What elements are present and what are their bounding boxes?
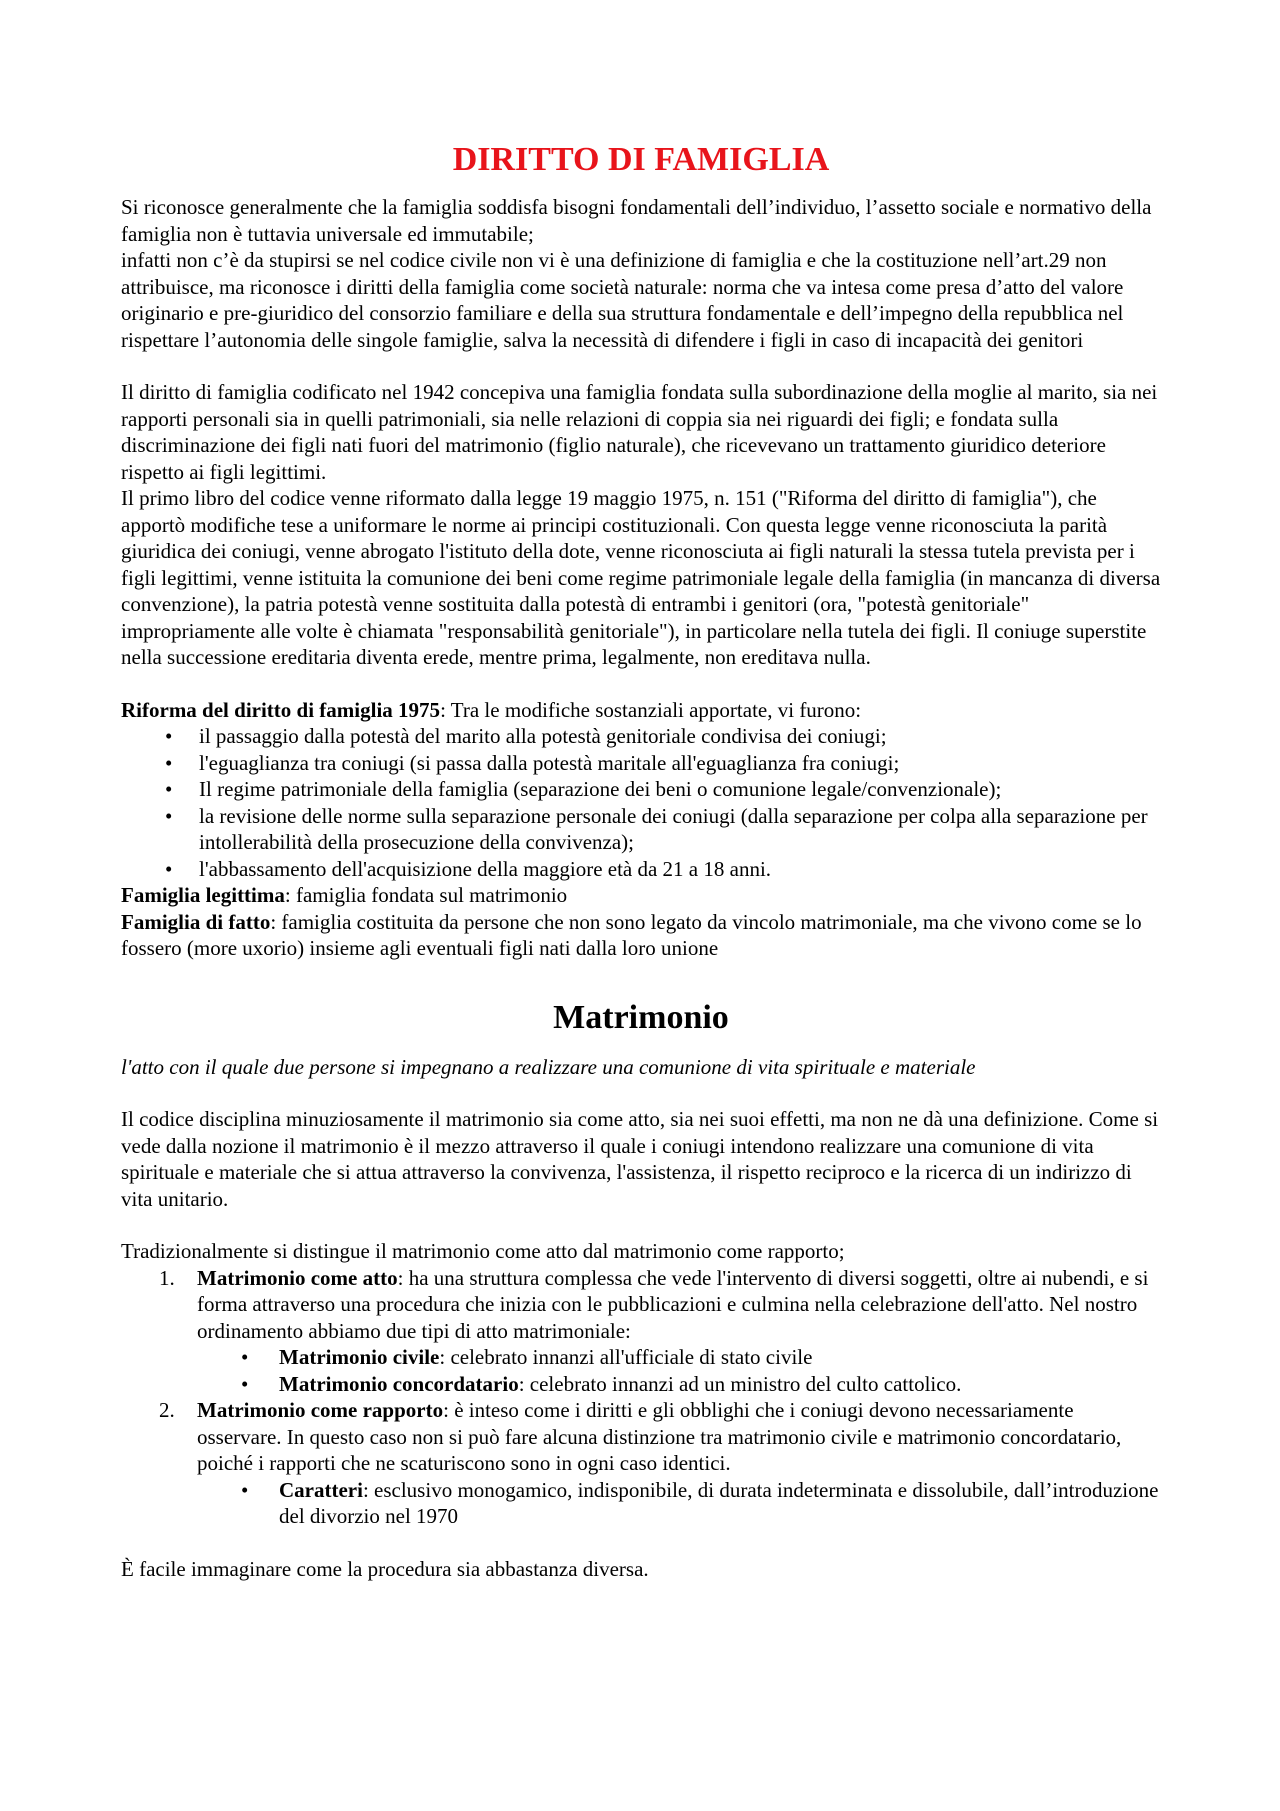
matrimonio-definition: l'atto con il quale due persone si impegnano a realizzare una comunione di vita spirituale e materiale — [121, 1054, 976, 1079]
list-item — [159, 1397, 1161, 1530]
definition-famiglia-di-fatto — [121, 909, 1161, 962]
sub-item-text: : celebrato innanzi all'ufficiale di stato civile — [439, 1345, 813, 1369]
list-item-label: Matrimonio come rapporto — [197, 1398, 444, 1422]
intro-paragraph-1: Si riconosce generalmente che la famiglia soddisfa bisogni fondamentali dell’individuo, l’assetto sociale e normativo della famiglia non è tuttavia universale ed immutabile; — [121, 195, 1152, 246]
matrimonio-paragraph-1: Il codice disciplina minuziosamente il matrimonio sia come atto, sia nei suoi effetti, ma non ne dà una definizione. Come si vede dalla nozione il matrimonio è il mezzo attraverso il quale i coniugi intendono realizzare una comunione di vita spirituale e materiale che si attua attraverso la convivenza, l'assistenza, il rispetto reciproco e la ricerca di un indirizzo di vita unitario. — [121, 1107, 1159, 1211]
reform-list — [121, 723, 1161, 882]
list-item: • l'abbassamento dell'acquisizione della maggiore età da 21 a 18 anni. — [165, 856, 1161, 883]
sub-list-item — [241, 1344, 1161, 1371]
sub-list-item — [241, 1477, 1161, 1530]
list-item: • la revisione delle norme sulla separazione personale dei coniugi (dalla separazione per colpa alla separazione per intollerabilità della prosecuzione della convivenza); — [165, 803, 1161, 856]
sub-item-text: : esclusivo monogamico, indisponibile, di durata indeterminata e dissolubile, dall’introduzione del divorzio nel 1970 — [279, 1477, 1159, 1528]
definition-text: : famiglia fondata sul matrimonio — [284, 883, 568, 907]
sub-list — [197, 1477, 1161, 1530]
list-item — [159, 1265, 1161, 1398]
sub-list — [197, 1344, 1161, 1397]
list-number: 2. — [159, 1398, 175, 1422]
sub-item-label: Matrimonio concordatario — [279, 1371, 519, 1396]
page-title: DIRITTO DI FAMIGLIA — [452, 141, 830, 178]
definition-label: Famiglia di fatto — [121, 909, 271, 934]
history-paragraph-2: Il primo libro del codice venne riformato dalla legge 19 maggio 1975, n. 151 ("Riforma del diritto di famiglia"), che apportò modifiche tese a uniformare le norme ai principi costituzionali. Con questa legge venne riconosciuta la parità giuridica dei coniugi, venne abrogato l'istituto della dote, venne riconosciuta ai figli naturali la stessa tutela prevista per i figli legittimi, venne istituita la comunione dei beni come regime patrimoniale legale della famiglia (in mancanza di diversa convenzione), la patria potestà venne sostituita dalla potestà di entrambi i genitori (ora, "potestà genitoriale" impropriamente alle volte è chiamata "responsabilità genitoriale"), in particolare nella tutela dei figli. Il coniuge superstite nella successione ereditaria diventa erede, mentre prima, legalmente, non ereditava nulla. — [121, 486, 1161, 669]
section-heading-matrimonio: Matrimonio — [553, 998, 729, 1036]
definition-label: Famiglia legittima — [121, 883, 285, 907]
reform-intro — [121, 697, 1161, 724]
sub-item-text: : celebrato innanzi ad un ministro del culto cattolico. — [518, 1371, 962, 1396]
reform-label: Riforma del diritto di famiglia 1975 — [121, 697, 441, 722]
closing-paragraph: È facile immaginare come la procedura sia abbastanza diversa. — [121, 1556, 649, 1581]
document-page — [121, 140, 1161, 1582]
list-item-text: : ha una struttura complessa che vede l'intervento di diversi soggetti, oltre ai nubendi, e si forma attraverso una procedura che inizia con le pubblicazioni e culmina nella celebrazione dell'atto. Nel nostro ordinamento abbiamo due tipi di atto matrimoniale: — [197, 1265, 1149, 1343]
list-item-text: : è inteso come i diritti e gli obblighi che i coniugi devono necessariamente osservare. In questo caso non si può fare alcuna distinzione tra matrimonio civile e matrimonio concordatario, poiché i rapporti che ne scaturiscono sono in ogni caso identici. — [197, 1398, 1122, 1475]
matrimonio-list — [121, 1265, 1161, 1530]
list-item: • il passaggio dalla potestà del marito alla potestà genitoriale condivisa dei coniugi; — [165, 723, 1161, 750]
history-paragraph-1: Il diritto di famiglia codificato nel 1942 concepiva una famiglia fondata sulla subordinazione della moglie al marito, sia nei rapporti personali sia in quelli patrimoniali, sia nelle relazioni di coppia sia nei riguardi dei figli; e fondata sulla discriminazione dei figli nati fuori del matrimonio (figlio naturale), che ricevevano un trattamento giuridico deteriore rispetto ai figli legittimi. — [121, 380, 1158, 484]
reform-text: : Tra le modifiche sostanziali apportate, vi furono: — [440, 697, 862, 722]
sub-item-label: Caratteri — [279, 1477, 363, 1502]
list-number: 1. — [159, 1265, 175, 1290]
sub-item-label: Matrimonio civile — [279, 1345, 440, 1369]
list-item: • Il regime patrimoniale della famiglia (separazione dei beni o comunione legale/convenzionale); — [165, 776, 1161, 803]
definition-famiglia-legittima — [121, 882, 1161, 909]
list-item: • l'eguaglianza tra coniugi (si passa dalla potestà maritale all'eguaglianza fra coniugi; — [165, 750, 1161, 777]
matrimonio-paragraph-2: Tradizionalmente si distingue il matrimonio come atto dal matrimonio come rapporto; — [121, 1239, 845, 1263]
sub-list-item — [241, 1371, 1161, 1398]
list-item-label: Matrimonio come atto — [197, 1265, 398, 1290]
intro-paragraph-2: infatti non c’è da stupirsi se nel codice civile non vi è una definizione di famiglia e che la costituzione nell’art.29 non attribuisce, ma riconosce i diritti della famiglia come società naturale: norma che va intesa come presa d’atto del valore originario e pre-giuridico del consorzio familiare e della sua struttura fondamentale e dell’impegno della repubblica nel rispettare l’autonomia delle singole famiglie, salva la necessità di difendere i figli in caso di incapacità dei genitori — [121, 248, 1124, 352]
definition-text: : famiglia costituita da persone che non sono legato da vincolo matrimoniale, ma che vivono come se lo fossero (more uxorio) insieme agli eventuali figli nati dalla loro unione — [121, 909, 1142, 960]
